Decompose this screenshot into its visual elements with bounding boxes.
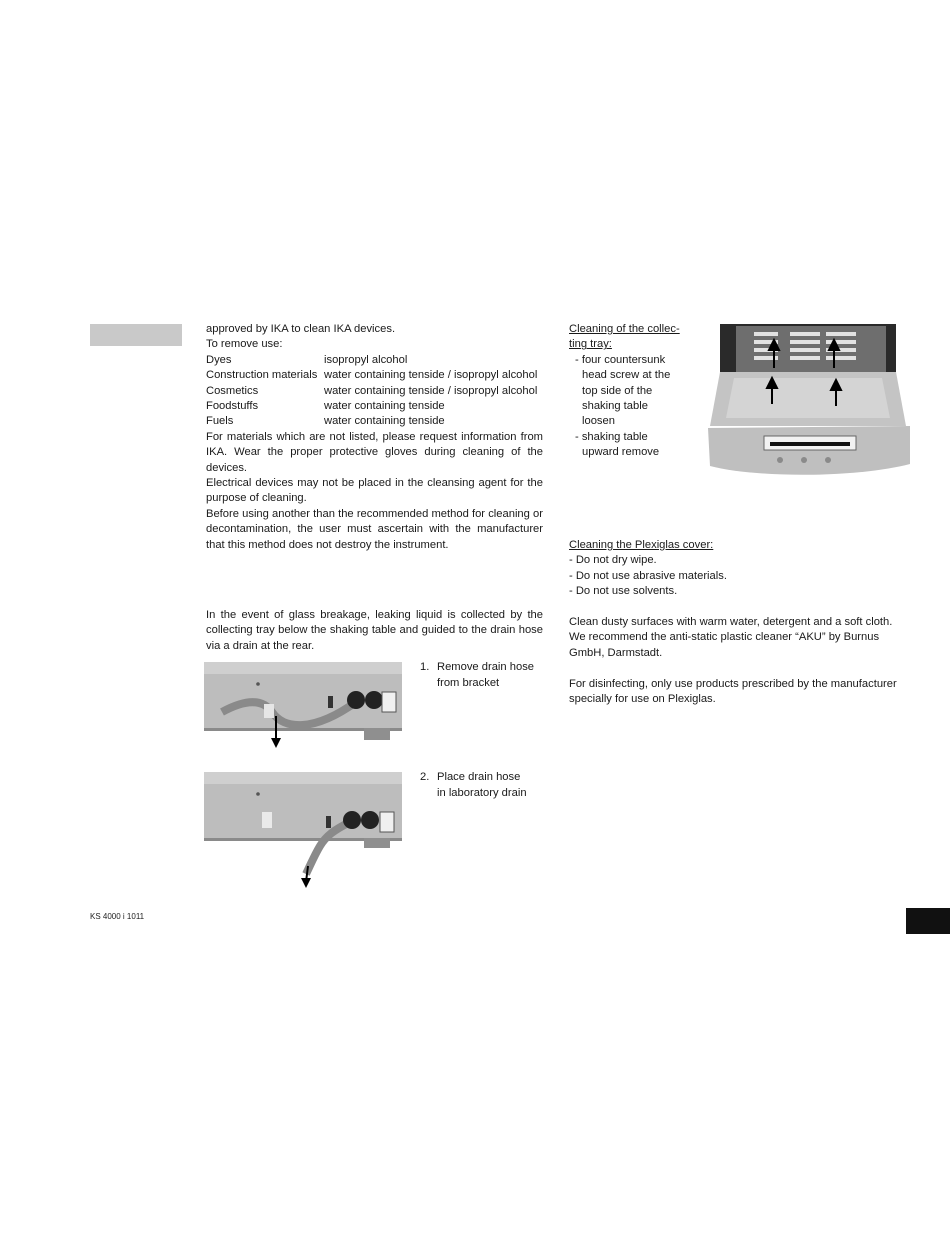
plexiglas-heading: Cleaning the Plexiglas cover:	[569, 539, 714, 551]
tray-instruction-line: upward remove	[582, 446, 660, 459]
plexiglas-section	[569, 538, 909, 707]
table-row	[206, 399, 537, 414]
step-text: Remove drain hose	[437, 661, 535, 673]
step-number: 1.	[420, 661, 430, 673]
electrical-paragraph: Electrical devices may not be placed in the cleansing agent for the purpose of cleaning.	[206, 477, 543, 505]
page-footer: KS 4000 i 1011	[90, 912, 145, 921]
agent-cell: water containing tenside / isopropyl alcohol	[324, 384, 538, 397]
agent-cell: water containing tenside	[324, 415, 445, 428]
page-edge-marker	[906, 908, 950, 934]
glass-breakage-section	[206, 608, 543, 654]
step-number: 2.	[420, 771, 430, 783]
step-text-continued: in laboratory drain	[437, 786, 527, 799]
material-cell: Construction materials	[206, 369, 318, 382]
step-text: Place drain hose	[437, 771, 521, 783]
step-2	[420, 770, 527, 802]
step-text-continued: from bracket	[437, 676, 500, 689]
collecting-tray-heading-continued: ting tray:	[569, 338, 612, 351]
glass-breakage-paragraph: In the event of glass breakage, leaking liquid is collected by the collecting tray below the shaking table and guided to the drain hose via a drain at the rear.	[206, 609, 543, 652]
collecting-tray-heading: Cleaning of the collec-	[569, 323, 680, 335]
material-cell: Fuels	[206, 415, 234, 428]
material-cell: Dyes	[206, 353, 232, 366]
agent-cell: isopropyl alcohol	[324, 353, 408, 366]
drain-hose-bracket-photo	[204, 660, 406, 752]
agent-cell: water containing tenside	[324, 400, 445, 413]
to-remove-label: To remove use:	[206, 338, 283, 351]
table-row	[206, 414, 537, 429]
not-listed-paragraph: For materials which are not listed, please request information from IKA. Wear the proper protective gloves during cleaning of the devices.	[206, 430, 543, 474]
step-1	[420, 660, 534, 692]
agent-cell: water containing tenside / isopropyl alcohol	[324, 369, 538, 382]
plexiglas-rule: - Do not dry wipe.	[569, 554, 657, 567]
tray-instruction-line: shaking table	[582, 400, 648, 413]
tray-instruction-line: top side of the	[582, 384, 653, 397]
tray-instruction-line: loosen	[582, 415, 615, 428]
cleaning-agents-table	[206, 353, 537, 430]
table-row	[206, 368, 537, 383]
material-cell: Cosmetics	[206, 384, 259, 397]
section-tab-marker	[90, 324, 182, 346]
clean-dusty-paragraph: Clean dusty surfaces with warm water, detergent and a soft cloth.	[569, 616, 893, 629]
tray-instruction: - shaking table	[575, 430, 648, 443]
table-row	[206, 384, 537, 399]
cleaning-agents-section	[206, 322, 543, 553]
plexiglas-rule: - Do not use solvents.	[569, 585, 678, 598]
shaker-collecting-tray-photo	[706, 322, 912, 482]
intro-text: approved by IKA to clean IKA devices.	[206, 323, 396, 335]
drain-hose-laboratory-photo	[204, 770, 406, 892]
cleaner-recommendation: We recommend the anti-static plastic cleaner “AKU” by Burnus GmbH, Darmstadt.	[569, 631, 880, 659]
plexiglas-rule: - Do not use abrasive materials.	[569, 569, 727, 582]
other-method-paragraph: Before using another than the recommended method for cleaning or decontamination, the user must ascertain with the manufacturer that this method does not destroy the instrument.	[206, 507, 543, 551]
material-cell: Foodstuffs	[206, 400, 259, 413]
collecting-tray-section	[569, 322, 699, 461]
table-row	[206, 353, 537, 368]
tray-instruction: - four countersunk	[575, 353, 666, 366]
disinfecting-paragraph: For disinfecting, only use products prescribed by the manufacturer specially for use on Plexiglas.	[569, 677, 897, 706]
tray-instruction-line: head screw at the	[582, 369, 671, 382]
